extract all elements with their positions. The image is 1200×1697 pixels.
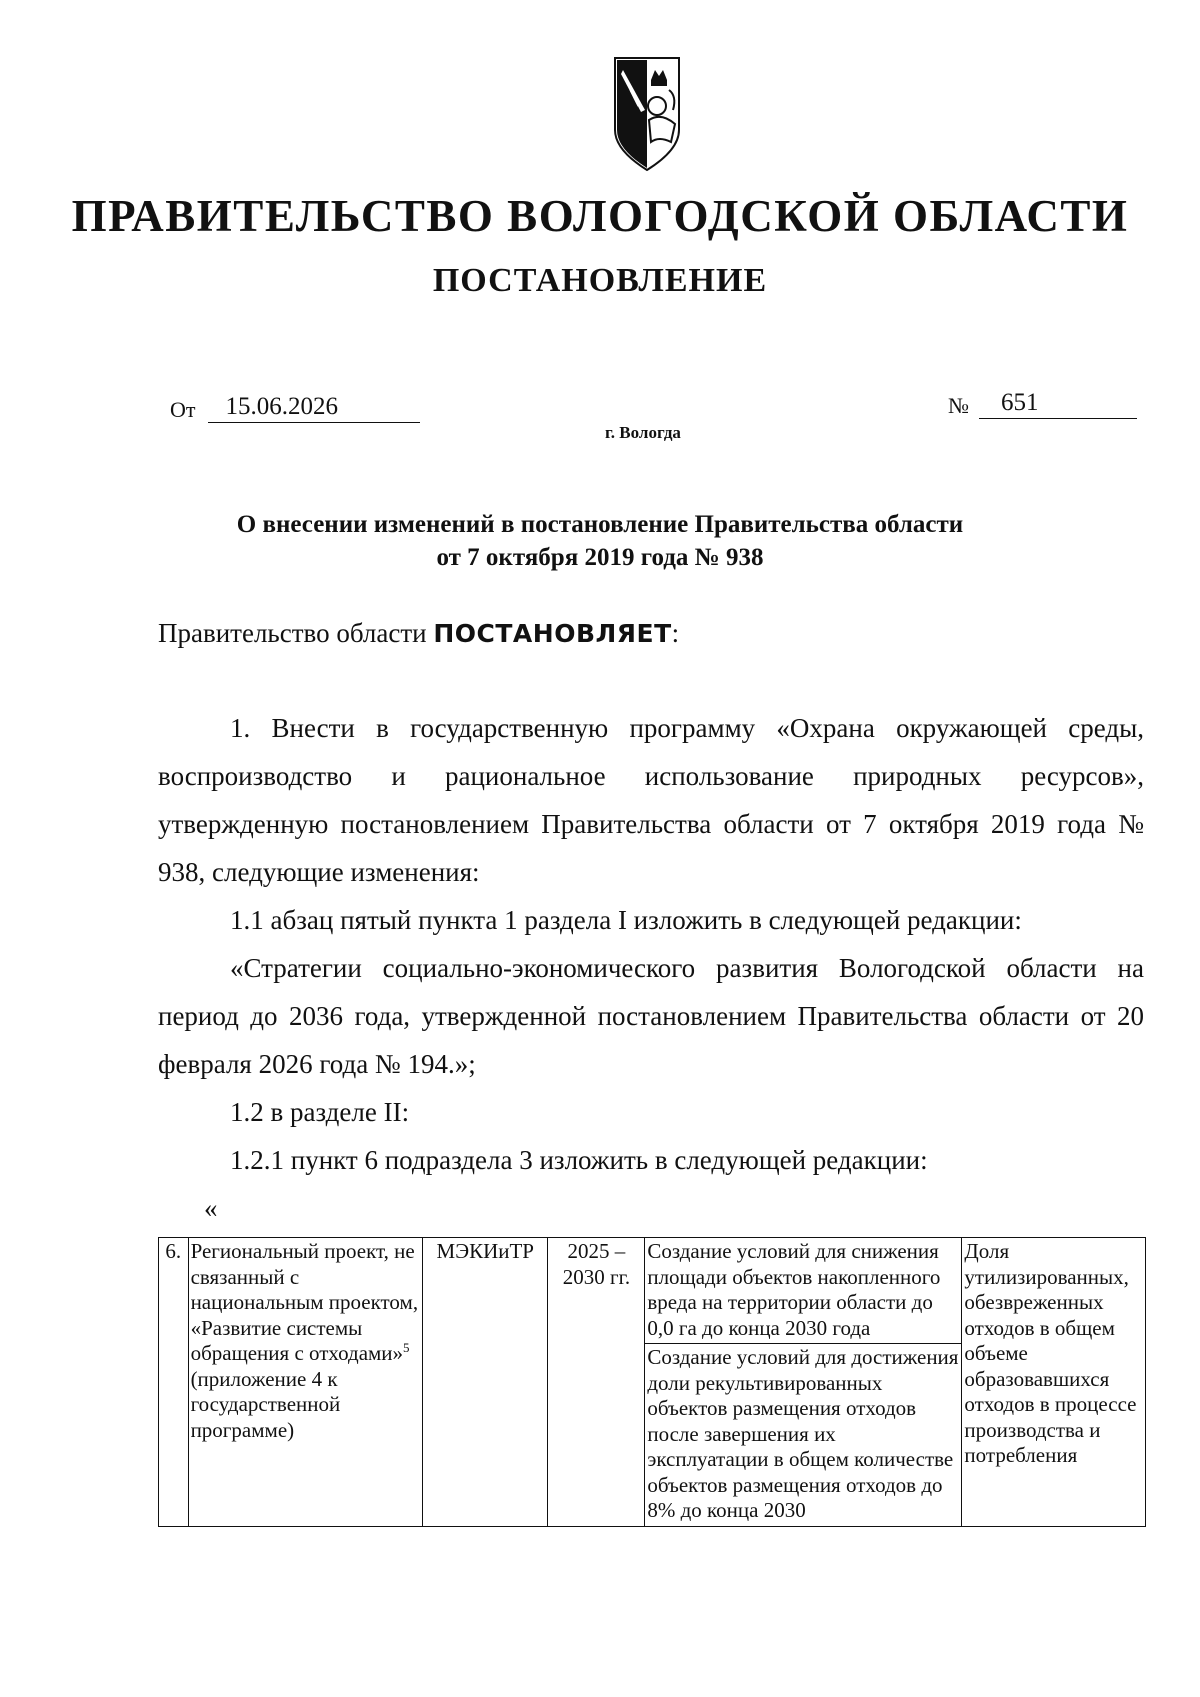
preamble xyxy=(158,618,679,649)
row-number: 6. xyxy=(159,1238,189,1527)
number-prefix: № xyxy=(948,393,969,418)
preamble-emphasis: ПОСТАНОВЛЯЕТ xyxy=(433,619,672,648)
paragraph: 1.2 в разделе II: xyxy=(230,1097,410,1127)
goal-item: Создание условий для снижения площади объектов накопленного вреда на территории области до 0,0 га до конца 2030 года xyxy=(647,1239,941,1340)
document-kind-title: ПОСТАНОВЛЕНИЕ xyxy=(432,262,768,299)
project-name: Региональный проект, не связанный с национальным проектом, «Развитие системы обращения с отходами» xyxy=(190,1239,419,1365)
goal-item: Создание условий для достижения доли рекультивированных объектов размещения отходов после завершения их эксплуатации в общем количестве объектов размещения отходов до 8% до конца 2030 xyxy=(645,1343,961,1526)
indicator-cell: Доля утилизированных, обезвреженных отходов в общем объеме образовавшихся отходов в процессе производства и потребления xyxy=(962,1238,1146,1527)
project-note: (приложение 4 к государственной программе) xyxy=(190,1366,341,1442)
body-text xyxy=(158,704,1144,1184)
date-value: 15.06.2026 xyxy=(208,392,420,423)
number-value: 651 xyxy=(979,388,1137,419)
table-row xyxy=(159,1238,1146,1527)
subject-line-1: О внесении изменений в постановление Правительства области xyxy=(236,511,964,538)
years-cell: 2025 – 2030 гг. xyxy=(548,1238,645,1527)
program-table xyxy=(158,1237,1146,1527)
paragraph: 1. Внести в государственную программу «Охрана окружающей среды, воспроизводство и рациональное использование природных ресурсов», утвержденную постановлением Правительства области от 7 октября 2019 года № 938, следующие изменения: xyxy=(158,713,1144,887)
paragraph: 1.1 абзац пятый пункта 1 раздела I изложить в следующей редакции: xyxy=(230,905,1022,935)
quote-open-mark: « xyxy=(204,1193,218,1223)
paragraph: «Стратегии социально-экономического развития Вологодской области на период до 2036 года, утвержденной постановлением Правительства области от 20 февраля 2026 года № 194.»; xyxy=(158,953,1144,1079)
date-prefix: От xyxy=(170,397,196,422)
paragraph: 1.2.1 пункт 6 подраздела 3 изложить в следующей редакции: xyxy=(230,1145,928,1175)
project-footnote: 5 xyxy=(403,1340,410,1355)
city-label: г. Вологда xyxy=(605,423,681,442)
coat-of-arms-emblem xyxy=(611,50,683,174)
project-cell xyxy=(188,1238,423,1527)
document-number xyxy=(948,388,1137,419)
document-subject xyxy=(0,508,1200,574)
preamble-text: Правительство области xyxy=(158,618,434,648)
preamble-tail: : xyxy=(671,618,680,648)
government-title: ПРАВИТЕЛЬСТВО ВОЛОГОДСКОЙ ОБЛАСТИ xyxy=(71,191,1129,241)
subject-line-2: от 7 октября 2019 года № 938 xyxy=(436,544,764,571)
goals-cell xyxy=(645,1238,962,1527)
document-date xyxy=(170,392,420,423)
responsible-cell: МЭКИиТР xyxy=(423,1238,548,1527)
